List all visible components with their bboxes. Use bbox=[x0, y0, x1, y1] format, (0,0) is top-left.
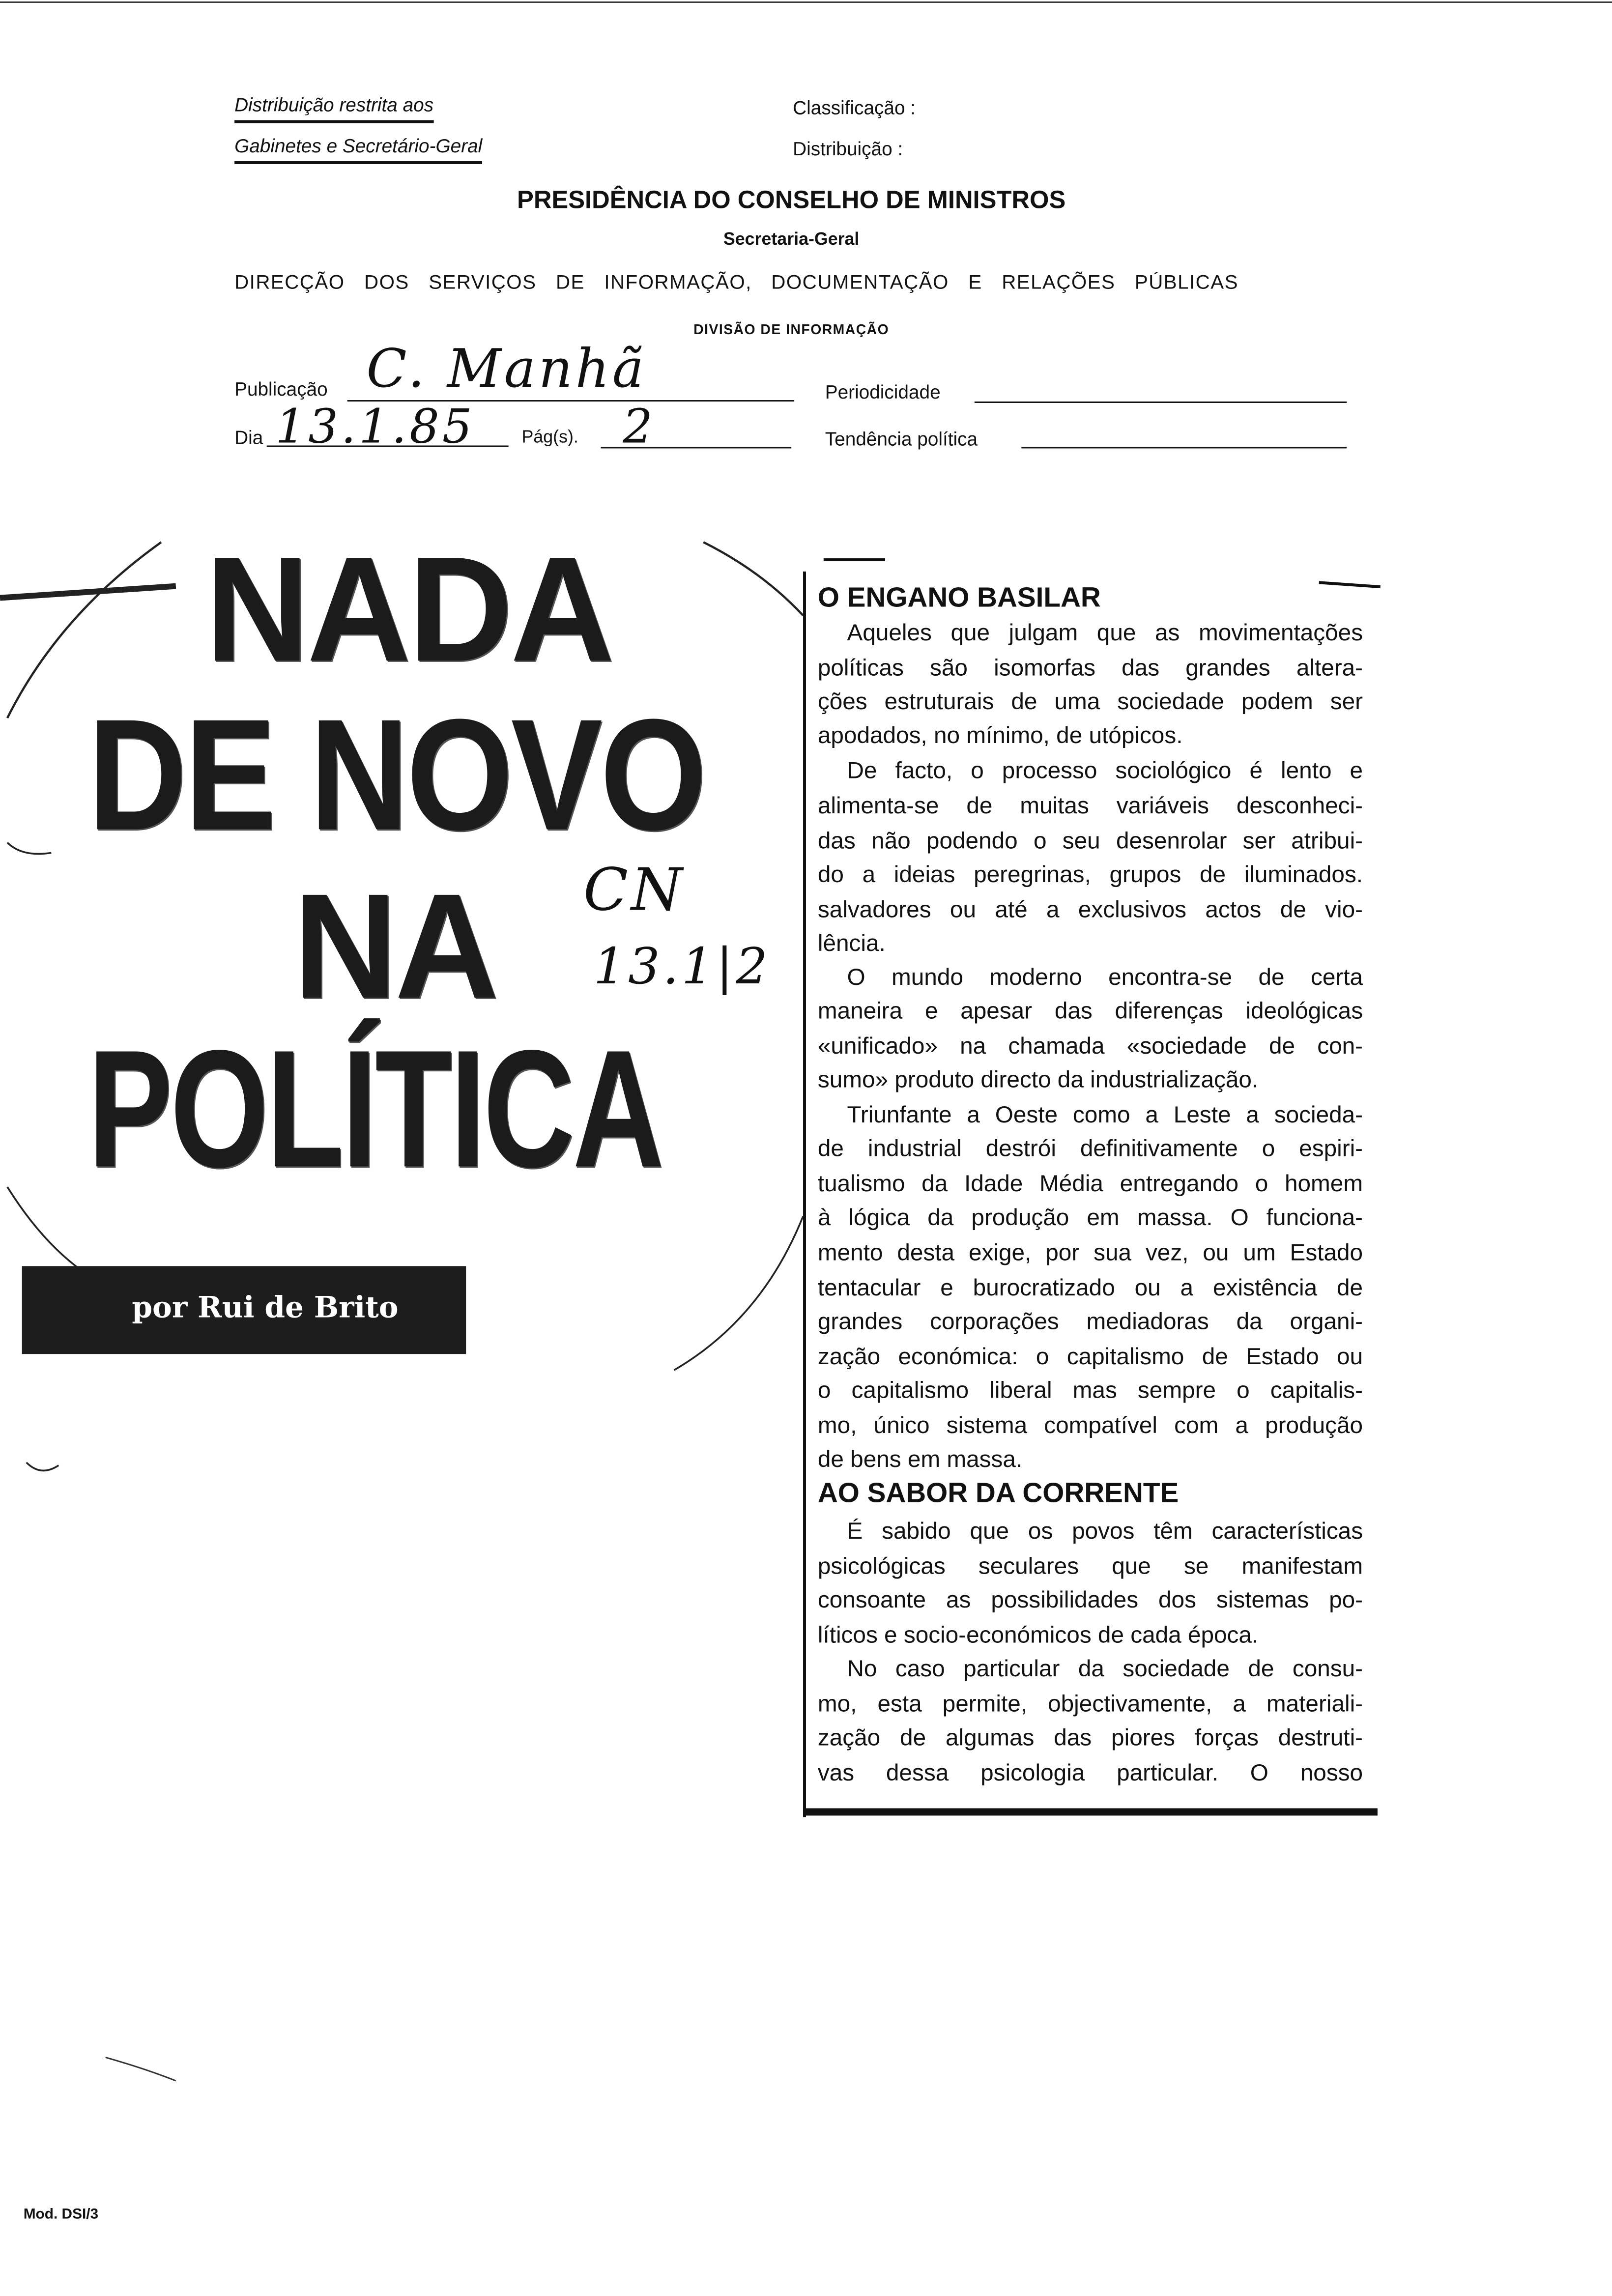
byline: por Rui de Brito bbox=[132, 1289, 399, 1325]
article-line: Aqueles que julgam que as movimentações bbox=[847, 621, 1363, 646]
article-line: o capitalismo liberal mas sempre o capitalis- bbox=[817, 1378, 1363, 1404]
restricted-distribution-line1: Distribuição restrita aos bbox=[234, 94, 433, 123]
article-line: mo, único sistema compatível com a produção bbox=[817, 1414, 1363, 1439]
article-line: à lógica da produção em massa. O funciona- bbox=[817, 1206, 1363, 1231]
article-line: líticos e socio-económicos de cada época. bbox=[817, 1623, 1259, 1649]
article-line: apodados, no mínimo, de utópicos. bbox=[817, 724, 1183, 749]
article-line: «unificado» na chamada «sociedade de con- bbox=[817, 1034, 1363, 1060]
article-line: políticas são isomorfas das grandes altera- bbox=[817, 656, 1363, 682]
column-top-mark bbox=[824, 558, 885, 561]
day-label: Dia bbox=[234, 426, 263, 449]
headline-word-4: POLÍTICA bbox=[87, 1016, 662, 1203]
article-line: maneira e apesar das diferenças ideológicas bbox=[817, 999, 1363, 1025]
article-line: ções estruturais de uma sociedade podem ser bbox=[817, 690, 1363, 716]
article-line: mo, esta permite, objectivamente, a materiali- bbox=[817, 1692, 1363, 1718]
page-title: PRESIDÊNCIA DO CONSELHO DE MINISTROS bbox=[517, 186, 1066, 214]
tendency-field-line bbox=[1021, 447, 1347, 448]
day-value: 13.1.85 bbox=[275, 399, 475, 455]
headline-word-1: NADA bbox=[205, 526, 612, 693]
article-line: de industrial destrói definitivamente o espiri- bbox=[817, 1137, 1363, 1162]
stray-pen-mark bbox=[103, 2052, 191, 2089]
article-line: Triunfante a Oeste como a Leste a socieda- bbox=[847, 1103, 1363, 1128]
form-code: Mod. DSI/3 bbox=[23, 2207, 99, 2223]
article-line: salvadores ou até a exclusivos actos de vio- bbox=[817, 898, 1363, 923]
pages-label: Pág(s). bbox=[521, 426, 578, 447]
headline-word-3: NA bbox=[293, 863, 497, 1031]
article-line: das não podendo o seu desenrolar ser atribui- bbox=[817, 829, 1363, 855]
article-line: zação de algumas das piores forças destruti- bbox=[817, 1726, 1363, 1751]
article-line: do a ideias peregrinas, grupos de iluminados. bbox=[817, 863, 1363, 888]
handwritten-annotation-date: 13.1|2 bbox=[593, 938, 771, 997]
publication-label: Publicação bbox=[234, 378, 328, 401]
article-line: sumo» produto directo da industrialização. bbox=[817, 1068, 1259, 1093]
subtitle: Secretaria-Geral bbox=[723, 229, 860, 249]
classification-label: Classificação : bbox=[793, 96, 916, 119]
division: DIVISÃO DE INFORMAÇÃO bbox=[693, 322, 890, 339]
column-left-rule bbox=[803, 572, 806, 1817]
article-line: É sabido que os povos têm características bbox=[847, 1520, 1363, 1545]
article-line: No caso particular da sociedade de consu- bbox=[847, 1657, 1363, 1683]
article-line: De facto, o processo sociológico é lento e bbox=[847, 759, 1363, 784]
byline-box bbox=[22, 1266, 466, 1354]
article-line: vas dessa psicologia particular. O nosso bbox=[817, 1761, 1363, 1786]
column-bottom-rule bbox=[803, 1808, 1378, 1816]
article-line: zação económica: o capitalismo de Estado ou bbox=[817, 1345, 1363, 1370]
article-line: consoante as possibilidades dos sistemas po- bbox=[817, 1588, 1363, 1613]
article-line: O mundo moderno encontra-se de certa bbox=[847, 966, 1363, 991]
top-border bbox=[0, 1, 1612, 3]
distribution-label: Distribuição : bbox=[793, 138, 903, 160]
handwritten-annotation-code: CN bbox=[583, 857, 686, 925]
pages-value: 2 bbox=[623, 399, 656, 455]
article-line: alimenta-se de muitas variáveis desconheci- bbox=[817, 794, 1363, 819]
article-line: lência. bbox=[817, 932, 886, 957]
section-heading: AO SABOR DA CORRENTE bbox=[817, 1478, 1179, 1510]
article-line: de bens em massa. bbox=[817, 1448, 1023, 1473]
article-line: grandes corporações mediadoras da organi- bbox=[817, 1310, 1363, 1335]
article-line: mento desta exige, por sua vez, ou um Estado bbox=[817, 1241, 1363, 1266]
article-line: tualismo da Idade Média entregando o homem bbox=[817, 1172, 1363, 1198]
directorate: DIRECÇÃO DOS SERVIÇOS DE INFORMAÇÃO, DOCUMENTAÇÃO E RELAÇÕES PÚBLICAS bbox=[234, 271, 1238, 293]
headline-word-2: DE NOVO bbox=[87, 687, 705, 864]
section-heading: O ENGANO BASILAR bbox=[817, 583, 1101, 614]
restricted-distribution-line2: Gabinetes e Secretário-Geral bbox=[234, 135, 482, 164]
periodicity-label: Periodicidade bbox=[825, 381, 941, 403]
tendency-label: Tendência política bbox=[825, 428, 978, 450]
article-line: tentacular e burocratizado ou a existência de bbox=[817, 1276, 1363, 1301]
column-top-right-mark bbox=[1319, 581, 1381, 588]
publication-value: C. Manhã bbox=[366, 340, 647, 401]
periodicity-field-line bbox=[975, 402, 1347, 403]
article-line: psicológicas seculares que se manifestam bbox=[817, 1554, 1363, 1580]
